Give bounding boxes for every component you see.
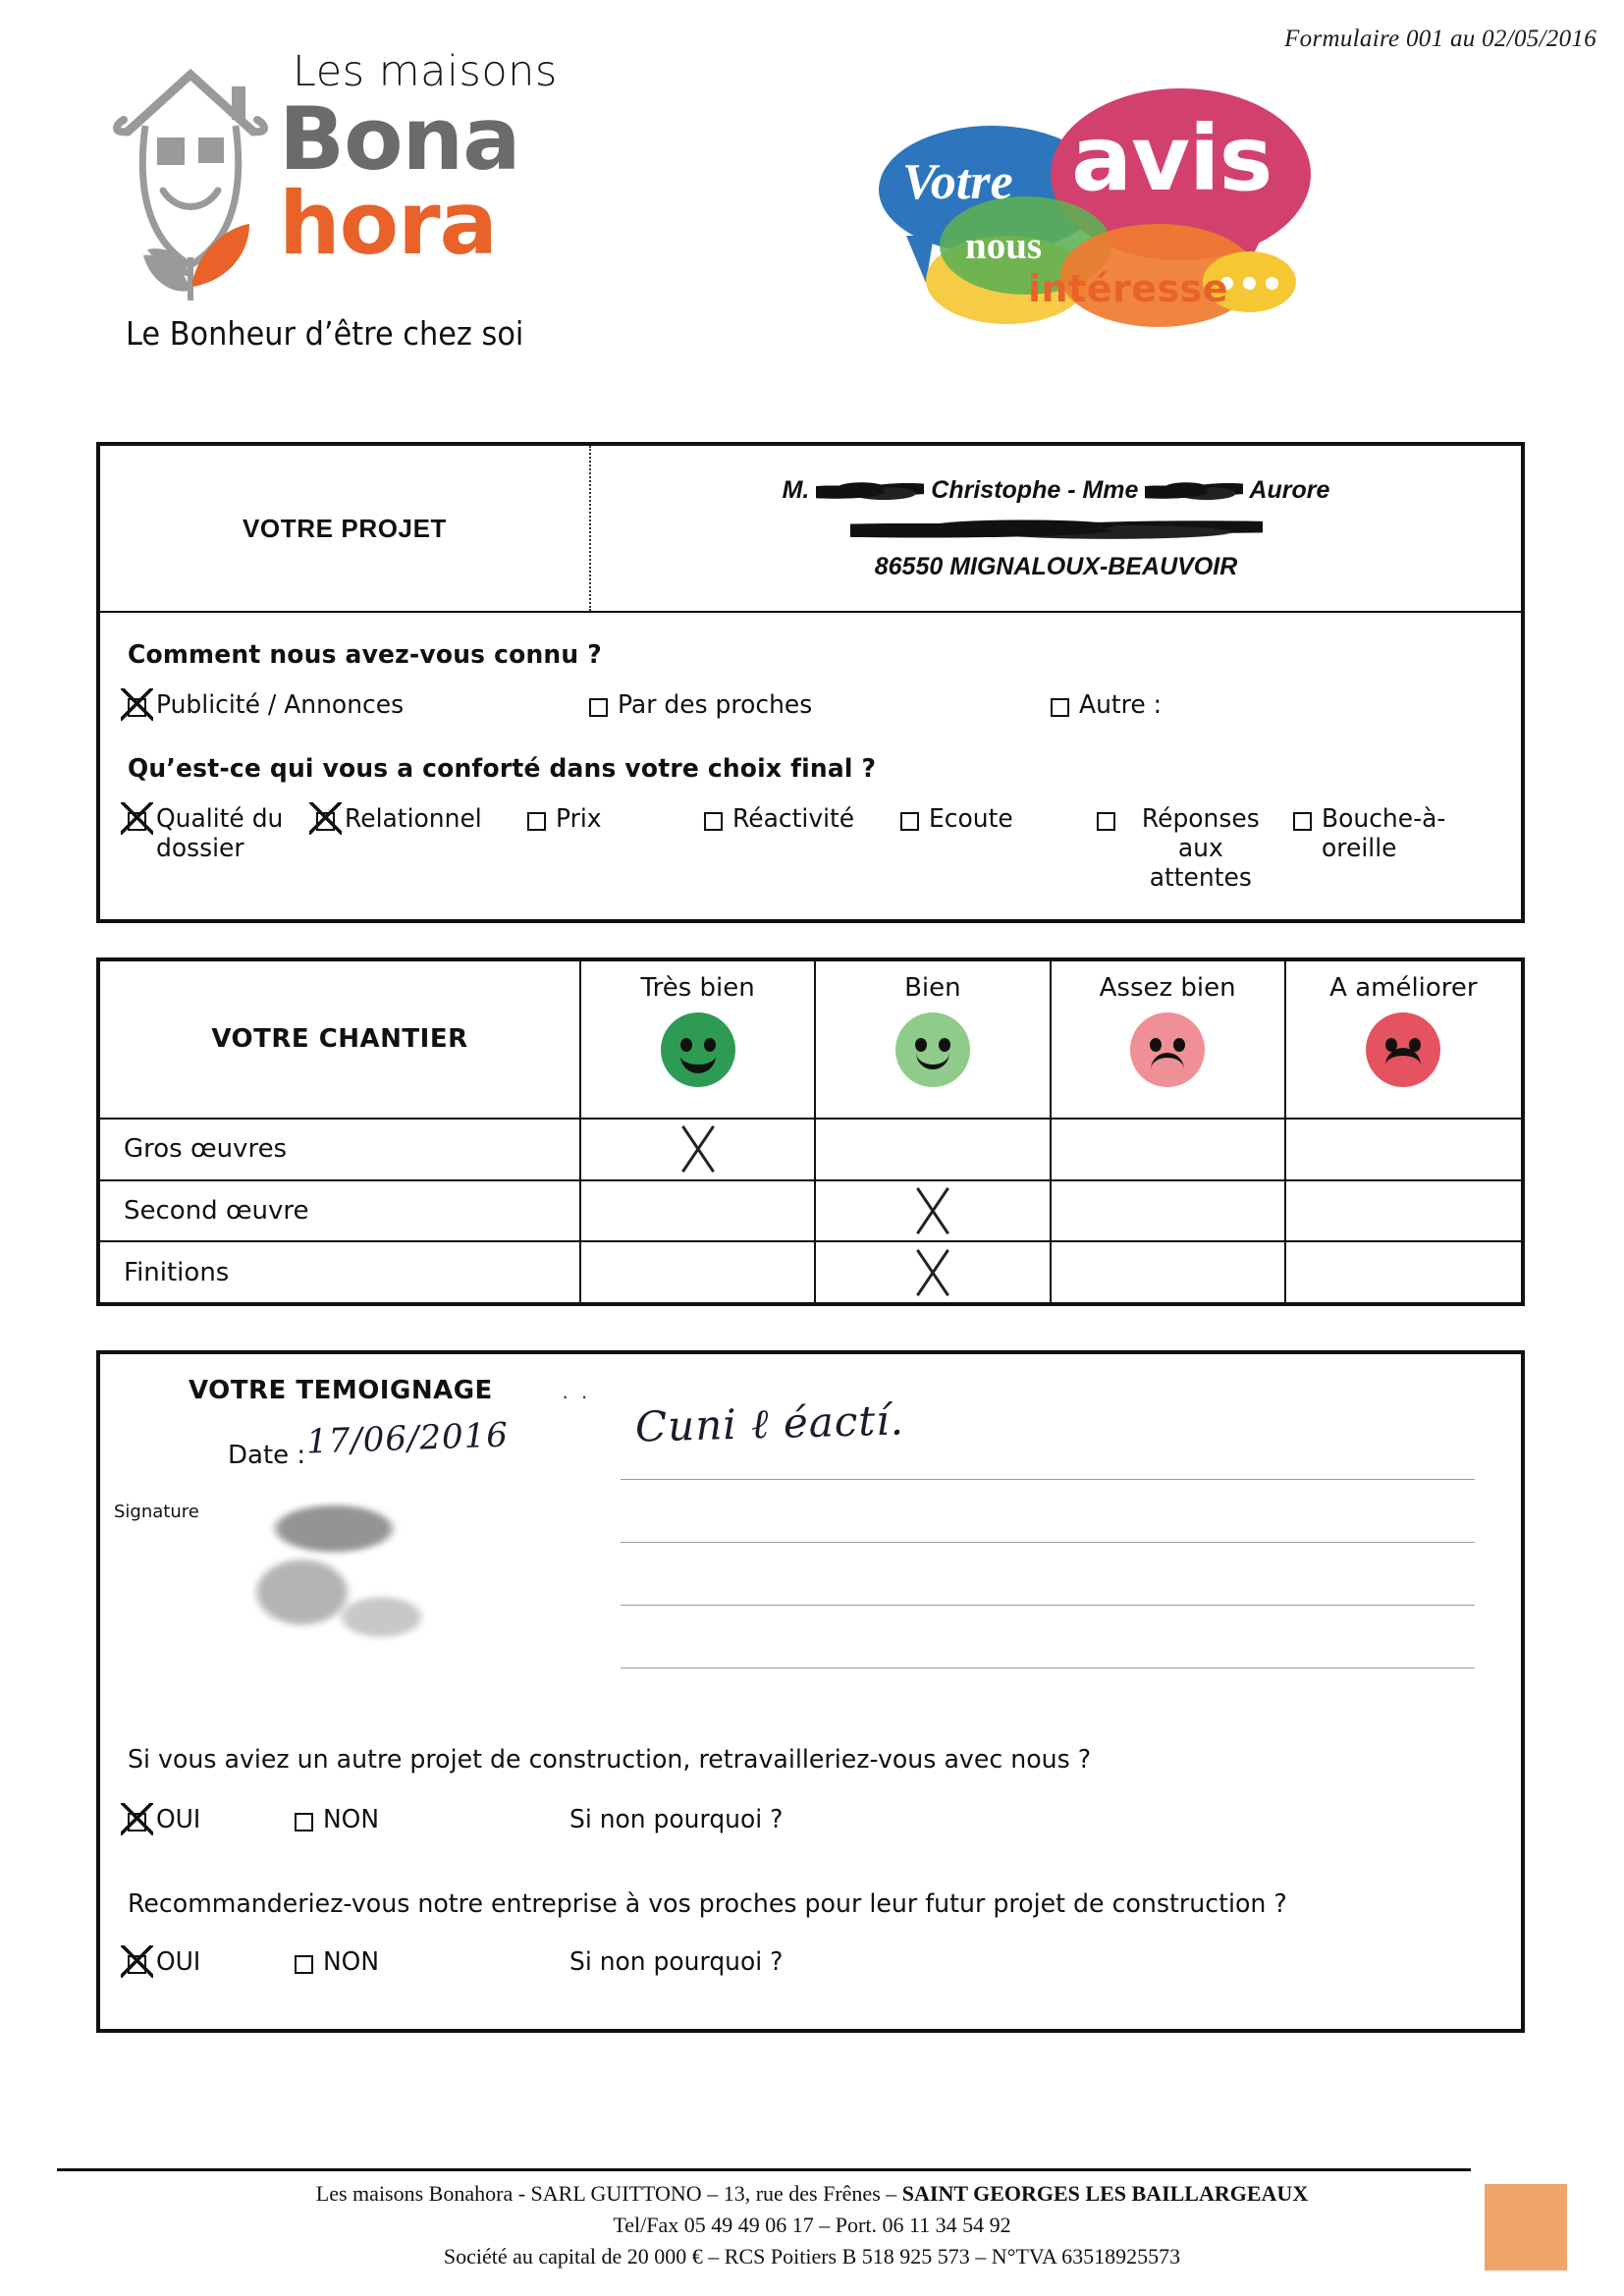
temoignage-dots: · · [562,1384,591,1408]
option-label: Autre : [1079,690,1163,720]
client-name-line [783,476,1330,505]
projet-header-row [100,446,1521,613]
votre-temoignage-section [96,1350,1525,2033]
form-reference: Formulaire 001 au 02/05/2016 [1284,26,1597,52]
option-prix[interactable] [527,805,704,835]
option-par-des-proches[interactable] [589,691,1051,721]
option-label: NON [323,1805,379,1834]
footer-company: Les maisons Bonahora - SARL GUITTONO – 13, rue des Frênes – [315,2181,902,2206]
option-bouche-a-oreille[interactable] [1293,805,1469,864]
client-prefix: M. [782,475,810,504]
redacted-surname-2 [1145,480,1243,502]
option-qualite-dossier[interactable] [128,805,316,864]
projet-label: VOTRE PROJET [100,446,591,611]
question-conforte-title: Qu’est-ce qui vous a conforté dans votre choix final ? [128,753,877,784]
checkbox-autre[interactable] [1051,698,1069,717]
date-label: Date : [228,1441,306,1470]
checkbox-par-des-proches[interactable] [589,698,608,717]
avis-word-nous: nous [965,225,1043,267]
client-address-block [591,446,1521,611]
option-label: Publicité / Annonces [156,690,405,720]
option-label: Ecoute [929,803,1013,834]
handwritten-x-mark [905,1245,960,1300]
rating-label: A améliorer [1329,973,1478,1003]
option-autre[interactable] [1051,691,1165,721]
option-label: Prix [556,803,602,834]
client-second-name: Aurore [1249,475,1330,504]
signature-blurred [228,1490,493,1667]
client-city-line: 86550 MIGNALOUX-BEAUVOIR [874,552,1238,580]
votre-chantier-section [96,957,1525,1306]
checkbox-bouche-a-oreille[interactable] [1293,812,1312,831]
option-ecoute[interactable] [900,805,1097,835]
redacted-surname-1 [816,480,924,502]
option-recommander-oui[interactable] [128,1948,295,1978]
writing-line [621,1606,1475,1668]
checkbox-qualite-dossier[interactable] [128,812,146,831]
checkbox-recommander-oui[interactable] [128,1955,146,1974]
checkbox-retravail-oui[interactable] [128,1813,146,1831]
option-label: Qualité du dossier [156,803,284,863]
option-reactivite[interactable] [704,805,900,835]
why-not-retravail[interactable] [569,1806,791,1835]
chantier-cell[interactable] [581,1242,816,1302]
question-conforte-options [128,805,1493,894]
votre-avis-nous-interesse-logo [879,59,1311,310]
option-label: NON [323,1947,379,1977]
redacted-street [850,518,1263,541]
footer-line-3: Société au capital de 20 000 € – RCS Poitiers B 518 925 573 – N°TVA 63518925573 [443,2243,1181,2269]
temoignage-handwritten-text: Cuni ℓ éactí. [634,1395,905,1451]
chantier-cell[interactable] [1052,1120,1286,1181]
option-relationnel[interactable] [316,805,527,835]
writing-line [621,1480,1475,1543]
question-connu-title: Comment nous avez-vous connu ? [128,640,602,670]
answer-row-recommander [128,1948,791,1978]
rating-column-assez-bien [1052,961,1286,1120]
brand-line-bona: Bona [279,88,520,190]
footer-divider [57,2168,1471,2171]
question-recommander: Recommanderiez-vous notre entreprise à vos proches pour leur futur projet de construction ? [128,1889,1287,1919]
chantier-cell[interactable] [816,1181,1051,1243]
chantier-label: VOTRE CHANTIER [100,961,581,1120]
rating-label: Très bien [640,973,755,1003]
footer-line-1 [0,2178,1624,2210]
votre-projet-section [96,442,1525,923]
rating-column-tres-bien [581,961,816,1120]
option-recommander-non[interactable] [295,1948,569,1978]
footer-city: SAINT GEORGES LES BAILLARGEAUX [901,2181,1309,2206]
client-first-names: Christophe - Mme [931,475,1139,504]
why-not-recommander[interactable] [569,1948,791,1978]
answer-row-retravail [128,1806,791,1835]
option-label: Bouche-à-oreille [1322,803,1446,863]
option-label: Relationnel [345,803,482,834]
checkbox-prix[interactable] [527,812,546,831]
avis-word-votre: Votre [902,154,1013,210]
chantier-rating-grid [100,961,1521,1302]
avis-word-interesse: intéresse [1028,267,1229,310]
chantier-cell[interactable] [1052,1242,1286,1302]
question-retravail: Si vous aviez un autre projet de construction, retravailleriez-vous avec nous ? [128,1745,1092,1775]
chantier-row-label: Finitions [100,1242,581,1302]
option-label: Par des proches [618,690,813,720]
temoignage-label: VOTRE TEMOIGNAGE [189,1376,493,1405]
checkbox-retravail-non[interactable] [295,1813,313,1831]
question-connu-options [128,691,1493,721]
avis-word-avis: avis [1071,106,1272,211]
option-publicite-annonces[interactable] [128,691,589,721]
rating-column-a-ameliorer [1286,961,1521,1120]
why-label: Si non pourquoi ? [569,1947,784,1977]
rating-label: Assez bien [1099,973,1236,1003]
footer-color-swatch [1485,2184,1567,2270]
chantier-cell[interactable] [816,1120,1051,1181]
footer-line-2: Tel/Fax 05 49 49 06 17 – Port. 06 11 34 54 92 [613,2212,1011,2237]
checkbox-reactivite[interactable] [704,812,723,831]
chantier-cell[interactable] [581,1120,816,1181]
smiley-happy-icon [661,1012,735,1087]
checkbox-recommander-non[interactable] [295,1955,313,1974]
smiley-meh-icon [1130,1012,1205,1087]
chantier-row-label: Second œuvre [100,1181,581,1243]
projet-questions [100,613,1521,894]
checkbox-relationnel[interactable] [316,812,335,831]
checkbox-publicite-annonces[interactable] [128,698,146,717]
brand-tagline: Le Bonheur d’être chez soi [126,314,524,353]
signature-label: Signature [114,1502,199,1522]
why-label: Si non pourquoi ? [569,1805,784,1834]
chantier-cell[interactable] [1286,1242,1521,1302]
checkbox-reponses-attentes[interactable] [1097,812,1115,831]
option-retravail-non[interactable] [295,1806,569,1835]
checkbox-ecoute[interactable] [900,812,919,831]
footer [0,2178,1624,2272]
option-label: OUI [156,1947,201,1977]
chantier-cell[interactable] [816,1242,1051,1302]
brand-line-les-maisons: Les maisons [293,47,558,96]
chantier-cell[interactable] [1052,1181,1286,1243]
chantier-cell[interactable] [581,1181,816,1243]
smiley-ok-icon [895,1012,970,1087]
option-retravail-oui[interactable] [128,1806,295,1835]
smiley-sad-icon [1366,1012,1440,1087]
bonahora-logo [106,47,656,346]
date-value-handwritten: 17/06/2016 [305,1415,510,1462]
option-reponses-attentes[interactable] [1097,805,1293,894]
house-face-icon [106,61,278,306]
chantier-cell[interactable] [1286,1120,1521,1181]
rating-column-bien [816,961,1051,1120]
client-street-line [850,515,1263,543]
brand-line-hora: hora [279,173,497,275]
rating-label: Bien [904,973,961,1003]
temoignage-writing-lines[interactable] [621,1417,1475,1668]
writing-line [621,1543,1475,1606]
option-label: OUI [156,1805,201,1834]
option-label: Réponses aux attentes [1141,803,1260,893]
chantier-row-label: Gros œuvres [100,1120,581,1181]
chantier-cell[interactable] [1286,1181,1521,1243]
option-label: Réactivité [732,803,855,834]
handwritten-x-mark [671,1121,726,1176]
handwritten-x-mark [905,1183,960,1238]
